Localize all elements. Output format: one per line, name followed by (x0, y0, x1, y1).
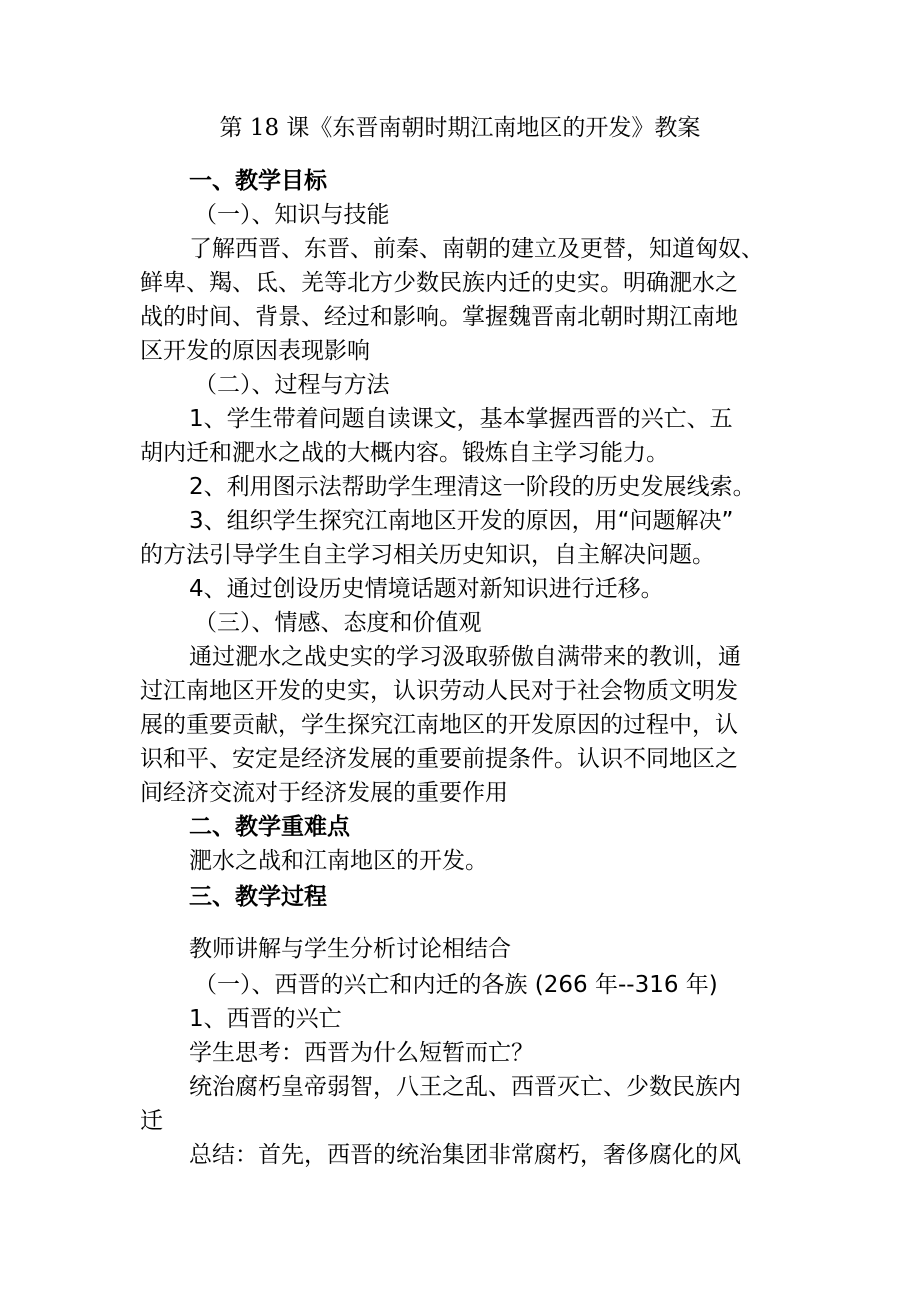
paragraph-line: 的方法引导学生自主学习相关历史知识，自主解决问题。 (140, 542, 715, 568)
paragraph-line: 间经济交流对于经济发展的重要作用 (140, 780, 508, 806)
paragraph-line: 2、利用图示法帮助学生理清这一阶段的历史发展线索。 (189, 474, 756, 500)
paragraph-line: 1、西晋的兴亡 (189, 1006, 342, 1032)
paragraph-line: 教师讲解与学生分析讨论相结合 (189, 936, 511, 962)
page-title: 第 18 课《东晋南朝时期江南地区的开发》教案 (219, 115, 701, 141)
section-heading: 二、教学重难点 (189, 814, 350, 840)
paragraph-line: 过江南地区开发的史实，认识劳动人民对于社会物质文明发 (140, 678, 738, 704)
paragraph-line: 4、通过创设历史情境话题对新知识进行迁移。 (189, 576, 664, 602)
paragraph-line: 统治腐朽皇帝弱智，八王之乱、西晋灭亡、少数民族内 (189, 1074, 741, 1100)
paragraph-line: 鲜卑、羯、氐、羌等北方少数民族内迁的史实。明确淝水之 (140, 270, 738, 296)
section-heading-number: 三、教学过程 (189, 884, 327, 910)
section-heading (189, 880, 327, 914)
paragraph-line: 1、学生带着问题自读课文，基本掌握西晋的兴亡、五 (189, 406, 733, 432)
subsection-heading: （三）、情感、态度和价值观 (194, 610, 482, 636)
paragraph-line: 胡内迁和淝水之战的大概内容。锻炼自主学习能力。 (140, 440, 669, 466)
paragraph-line: 战的时间、背景、经过和影响。掌握魏晋南北朝时期江南地 (140, 304, 738, 330)
subsection-heading: （一）、西晋的兴亡和内迁的各族 (266 年--316 年) (194, 972, 718, 998)
paragraph-line: 了解西晋、东晋、前秦、南朝的建立及更替，知道匈奴、 (189, 236, 764, 262)
paragraph-line: 通过淝水之战史实的学习汲取骄傲自满带来的教训，通 (189, 644, 741, 670)
paragraph-line: 识和平、安定是经济发展的重要前提条件。认识不同地区之 (140, 746, 738, 772)
section-heading: 一、教学目标 (189, 168, 327, 194)
subsection-heading: （一）、知识与技能 (194, 202, 390, 228)
paragraph-line: 学生思考：西晋为什么短暂而亡？ (189, 1040, 534, 1066)
paragraph-line: 展的重要贡献，学生探究江南地区的开发原因的过程中，认 (140, 712, 738, 738)
paragraph-line: 总结：首先，西晋的统治集团非常腐朽，奢侈腐化的风 (189, 1142, 741, 1168)
paragraph-line: 迁 (140, 1108, 163, 1134)
subsection-heading: （二）、过程与方法 (194, 372, 390, 398)
paragraph-line: 区开发的原因表现影响 (140, 338, 370, 364)
paragraph-line: 淝水之战和江南地区的开发。 (189, 848, 488, 874)
paragraph-line: 3、组织学生探究江南地区开发的原因，用“问题解决” (189, 508, 734, 534)
